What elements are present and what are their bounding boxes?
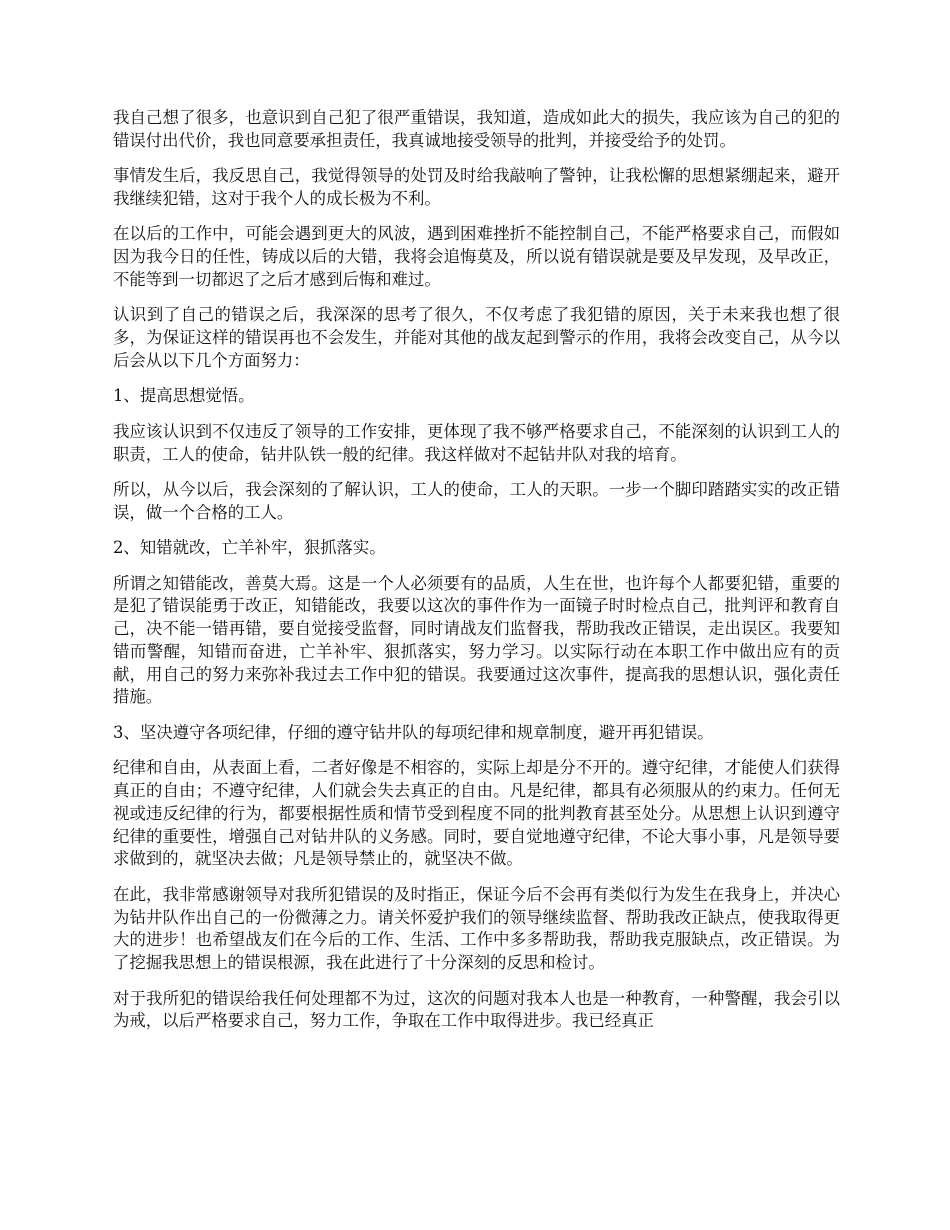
paragraph-10: 对于我所犯的错误给我任何处理都不为过，这次的问题对我本人也是一种教育，一种警醒，我会引以为戒，以后严格要求自己，努力工作，争取在工作中取得进步。我已经真正: [113, 988, 840, 1031]
heading-point-2: 2、知错就改，亡羊补牢，狠抓落实。: [113, 538, 386, 558]
document-body: [113, 107, 840, 1046]
paragraph-8: 纪律和自由，从表面上看，二者好像是不相容的，实际上却是分不开的。遵守纪律，才能使人们获得真正的自由；不遵守纪律，人们就会失去真正的自由。凡是纪律，都具有必须服从的约束力。任何无视或违反纪律的行为，都要根据性质和情节受到程度不同的批判教育甚至处分。从思想上认识到遵守纪律的重要性，增强自己对钻井队的义务感。同时，要自觉地遵守纪律，不论大事小事，凡是领导要求做到的，就坚决去做；凡是领导禁止的，就坚决不做。: [113, 758, 840, 869]
paragraph-4: 认识到了自己的错误之后，我深深的思考了很久，不仅考虑了我犯错的原因，关于未来我也想了很多，为保证这样的错误再也不会发生，并能对其他的战友起到警示的作用，我将会改变自己，从今以后会从以下几个方面努力：: [113, 305, 840, 370]
paragraph-1: 我自己想了很多，也意识到自己犯了很严重错误，我知道，造成如此大的损失，我应该为自己的犯的错误付出代价，我也同意要承担责任，我真诚地接受领导的批判，并接受给予的处罚。: [113, 108, 840, 150]
paragraph-3: 在以后的工作中，可能会遇到更大的风波，遇到困难挫折不能控制自己，不能严格要求自己，而假如因为我今日的任性，铸成以后的大错，我将会追悔莫及，所以说有错误就是要及早发现，及早改正，不能等到一切都迟了之后才感到后悔和难过。: [113, 224, 840, 289]
paragraph-7: 所谓之知错能改，善莫大焉。这是一个人必须要有的品质，人生在世，也许每个人都要犯错，重要的是犯了错误能勇于改正，知错能改，我要以这次的事件作为一面镜子时时检点自己，批判评和教育自己，决不能一错再错，要自觉接受监督，同时请战友们监督我，帮助我改正错误，走出误区。我要知错而警醒，知错而奋进，亡羊补牢、狠抓落实，努力学习。以实际行动在本职工作中做出应有的贡献，用自己的努力来弥补我过去工作中犯的错误。我要通过这次事件，提高我的思想认识，强化责任措施。: [113, 573, 840, 707]
heading-point-3: 3、坚决遵守各项纪律，仔细的遵守钻井队的每项纪律和规章制度，避开再犯错误。: [113, 722, 714, 742]
paragraph-6: 所以，从今以后，我会深刻的了解认识，工人的使命，工人的天职。一步一个脚印踏踏实实的改正错误，做一个合格的工人。: [113, 479, 840, 522]
paragraph-2: 事情发生后，我反思自己，我觉得领导的处罚及时给我敲响了警钟，让我松懈的思想紧绷起来，避开我继续犯错，这对于我个人的成长极为不利。: [113, 166, 840, 208]
paragraph-5: 我应该认识到不仅违反了领导的工作安排，更体现了我不够严格要求自己，不能深刻的认识到工人的职责，工人的使命，钻井队铁一般的纪律。我这样做对不起钻井队对我的培育。: [113, 421, 840, 464]
heading-point-1: 1、提高思想觉悟。: [113, 386, 255, 406]
paragraph-9: 在此，我非常感谢领导对我所犯错误的及时指正，保证今后不会再有类似行为发生在我身上，并决心为钻井队作出自己的一份微薄之力。请关怀爱护我们的领导继续监督、帮助我改正缺点，使我取得更大的进步！也希望战友们在今后的工作、生活、工作中多多帮助我，帮助我克服缺点，改正错误。为了挖掘我思想上的错误根源，我在此进行了十分深刻的反思和检讨。: [113, 884, 840, 973]
